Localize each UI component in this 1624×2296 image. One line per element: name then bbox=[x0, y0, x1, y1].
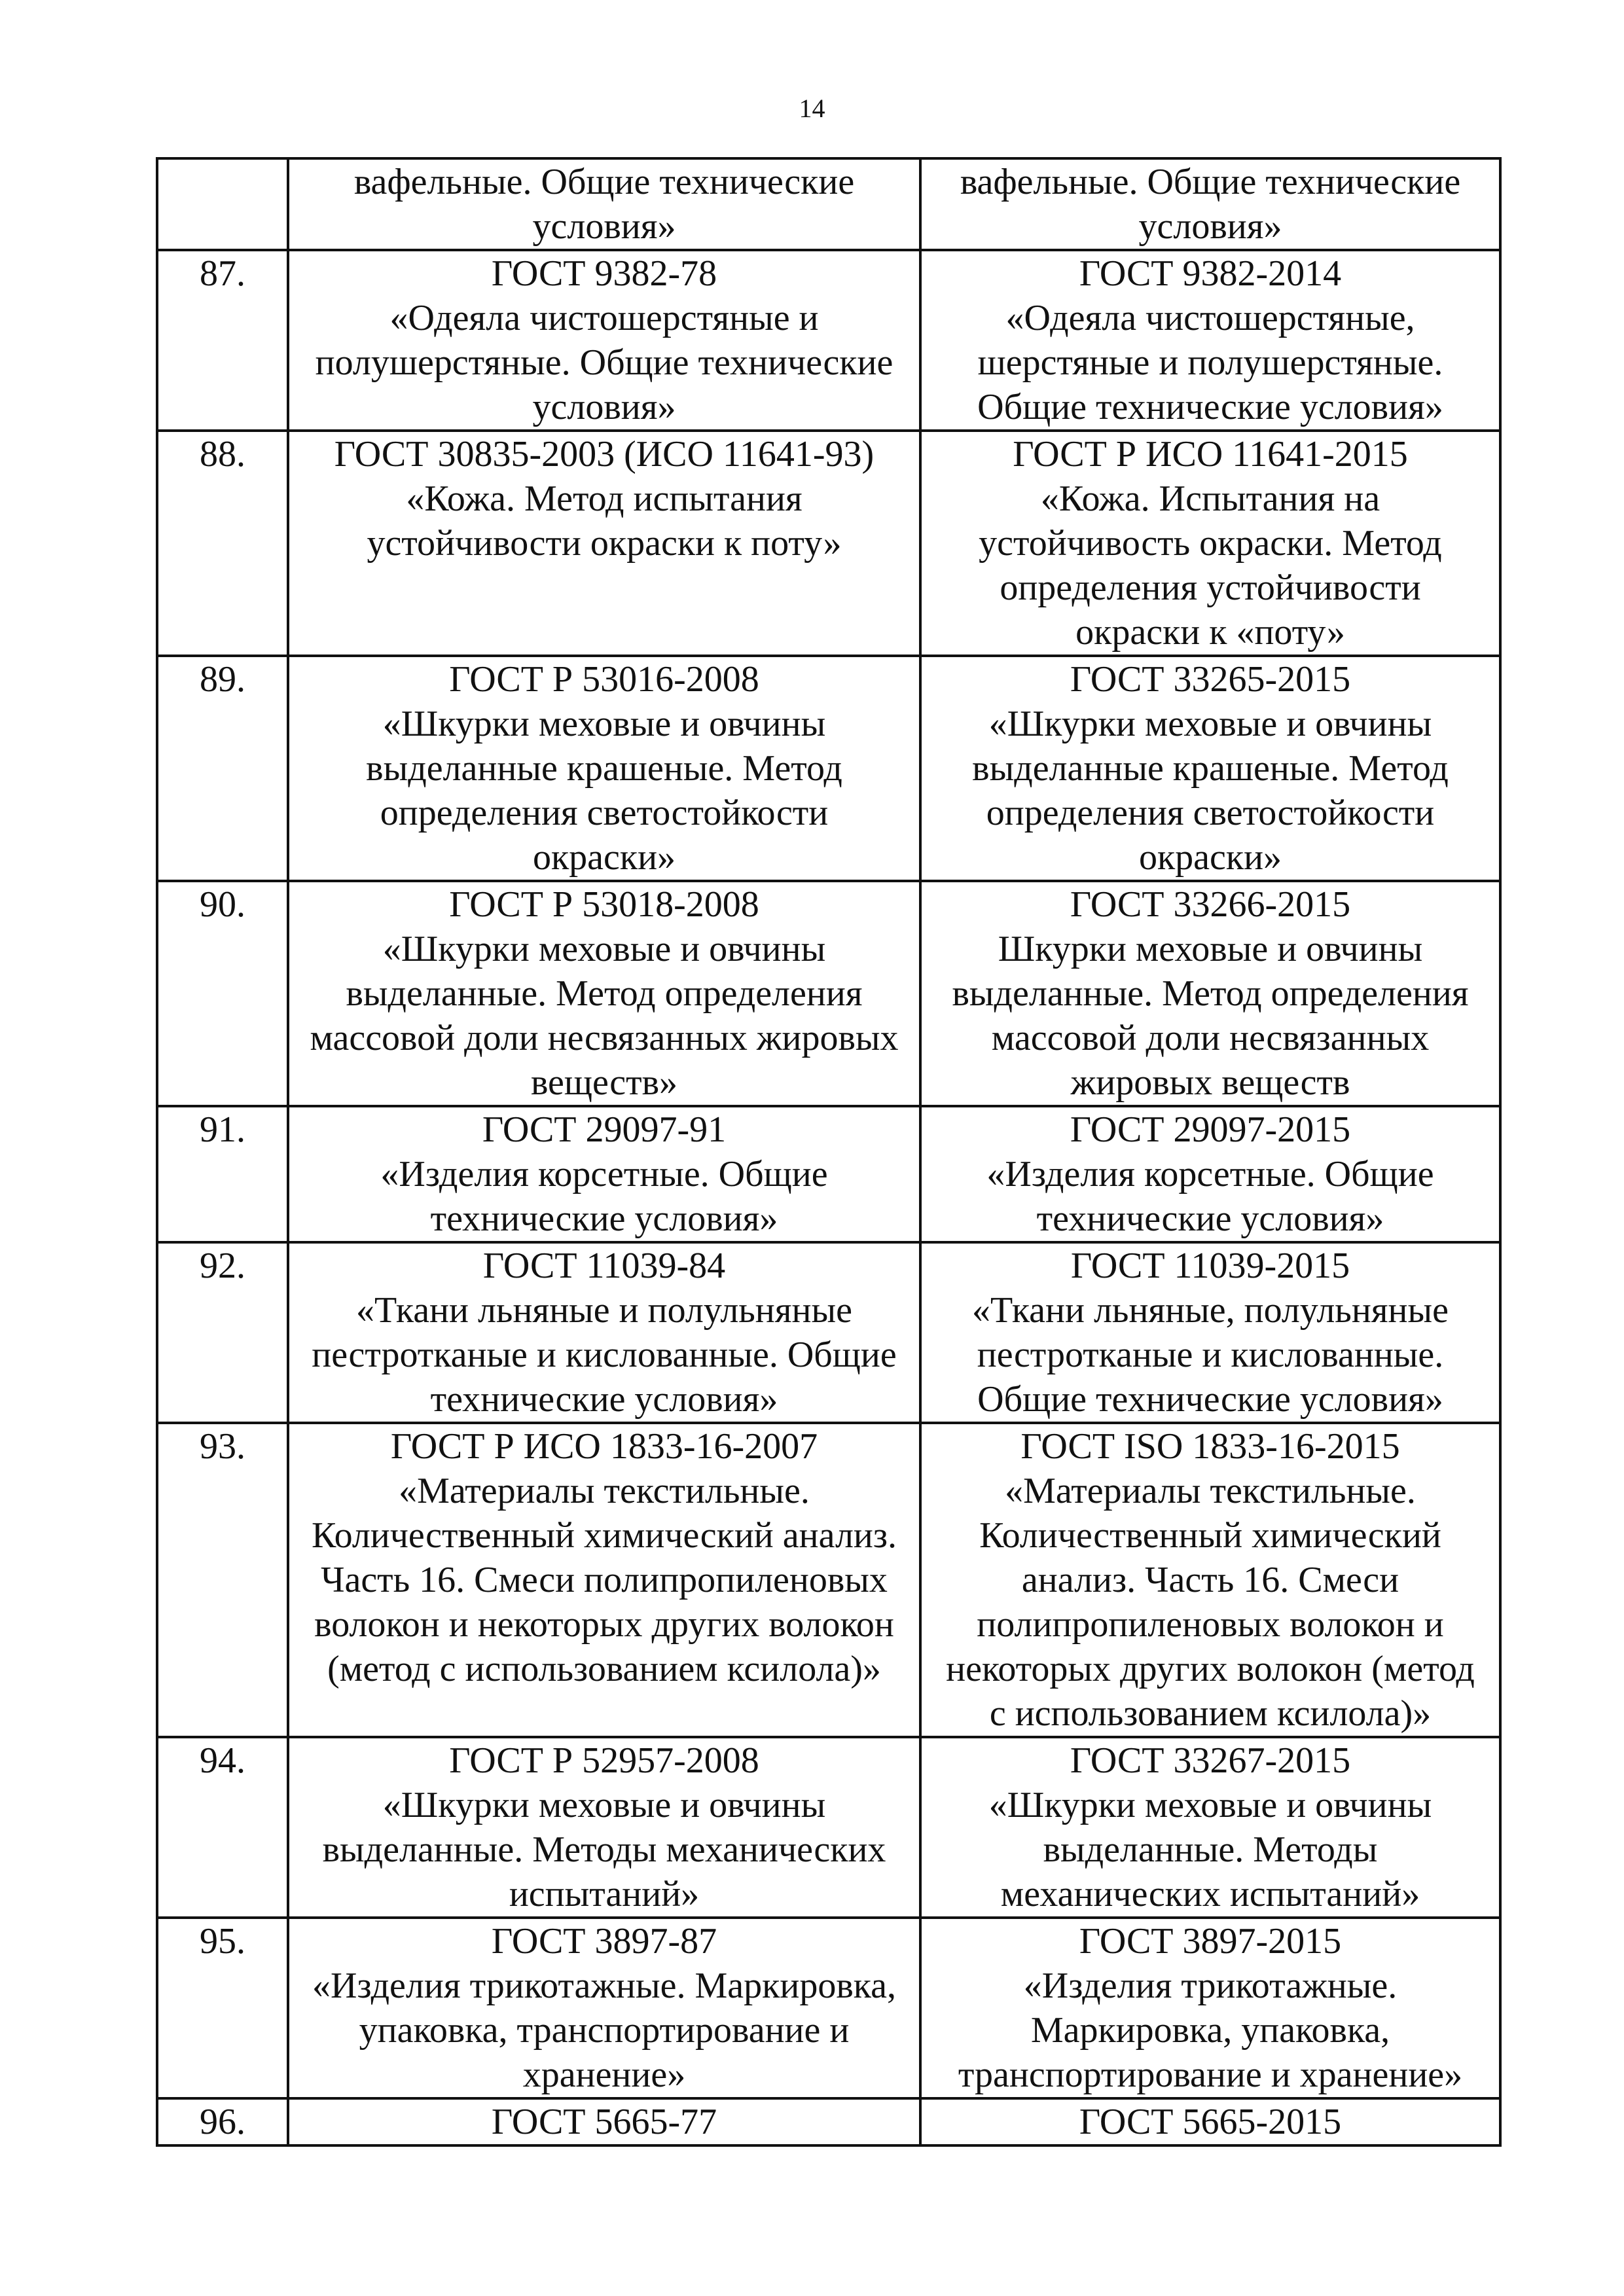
row-number: 93. bbox=[157, 1423, 288, 1737]
table-row bbox=[157, 158, 1500, 250]
new-standard-line: «Шкурки меховые и овчины bbox=[988, 1785, 1432, 1825]
row-number: 90. bbox=[157, 881, 288, 1106]
new-standard-line: выделанные. Метод определения bbox=[952, 973, 1469, 1014]
new-standard-cell bbox=[920, 250, 1500, 431]
new-standard-cell bbox=[920, 1918, 1500, 2098]
row-number: 91. bbox=[157, 1106, 288, 1242]
old-standard-line: «Шкурки меховые и овчины bbox=[382, 929, 826, 969]
old-standard-line: ГОСТ Р 53016-2008 bbox=[449, 659, 759, 700]
old-standard-line: Количественный химический анализ. bbox=[312, 1515, 897, 1556]
old-standard-line: «Ткани льняные и полульняные bbox=[356, 1290, 852, 1331]
new-standard-line: технические условия» bbox=[1036, 1198, 1384, 1239]
table-row bbox=[157, 2098, 1500, 2145]
old-standard-line: выделанные. Метод определения bbox=[346, 973, 863, 1014]
new-standard-line: «Материалы текстильные. bbox=[1005, 1471, 1416, 1511]
row-number: 89. bbox=[157, 656, 288, 881]
old-standard-cell bbox=[288, 1918, 920, 2098]
old-standard-line: волокон и некоторых других волокон bbox=[314, 1604, 894, 1645]
new-standard-line: ГОСТ 33266-2015 bbox=[1070, 884, 1351, 925]
new-standard-line: ГОСТ 3897-2015 bbox=[1079, 1921, 1342, 1962]
new-standard-line: «Шкурки меховые и овчины bbox=[988, 704, 1432, 744]
old-standard-line: ГОСТ Р ИСО 1833-16-2007 bbox=[390, 1426, 818, 1467]
new-standard-line: Общие технические условия» bbox=[977, 387, 1443, 427]
table-row bbox=[157, 1242, 1500, 1423]
new-standard-line: определения устойчивости bbox=[1000, 567, 1421, 608]
new-standard-line: транспортирование и хранение» bbox=[958, 2054, 1463, 2095]
old-standard-line: ГОСТ 11039-84 bbox=[482, 1246, 726, 1286]
new-standard-line: условия» bbox=[1138, 206, 1282, 247]
new-standard-cell bbox=[920, 1423, 1500, 1737]
old-standard-line: «Одеяла чистошерстяные и bbox=[389, 298, 819, 338]
new-standard-line: некоторых других волокон (метод bbox=[946, 1649, 1475, 1689]
old-standard-line: (метод с использованием ксилола)» bbox=[327, 1649, 881, 1689]
old-standard-line: «Кожа. Метод испытания bbox=[406, 478, 803, 519]
new-standard-line: механических испытаний» bbox=[1000, 1874, 1420, 1914]
new-standard-line: Количественный химический bbox=[979, 1515, 1441, 1556]
table-row bbox=[157, 656, 1500, 881]
table-row bbox=[157, 1106, 1500, 1242]
new-standard-cell bbox=[920, 431, 1500, 656]
page-number: 14 bbox=[799, 94, 825, 123]
old-standard-line: ГОСТ 29097-91 bbox=[482, 1109, 727, 1150]
row-number: 88. bbox=[157, 431, 288, 656]
old-standard-line: массовой доли несвязанных жировых bbox=[310, 1018, 899, 1058]
old-standard-line: пестротканые и кислованные. Общие bbox=[312, 1335, 897, 1375]
old-standard-line: полушерстяные. Общие технические bbox=[315, 342, 893, 383]
new-standard-line: окраски к «поту» bbox=[1075, 612, 1345, 653]
new-standard-cell bbox=[920, 1242, 1500, 1423]
old-standard-cell bbox=[288, 1242, 920, 1423]
new-standard-line: «Изделия корсетные. Общие bbox=[986, 1154, 1434, 1194]
new-standard-line: Шкурки меховые и овчины bbox=[998, 929, 1423, 969]
old-standard-line: определения светостойкости bbox=[380, 793, 829, 833]
row-number: 87. bbox=[157, 250, 288, 431]
old-standard-line: хранение» bbox=[522, 2054, 686, 2095]
new-standard-line: ГОСТ 33267-2015 bbox=[1070, 1740, 1351, 1781]
new-standard-line: ГОСТ Р ИСО 11641-2015 bbox=[1013, 434, 1408, 475]
old-standard-line: окраски» bbox=[532, 837, 676, 878]
old-standard-line: «Шкурки меховые и овчины bbox=[382, 1785, 826, 1825]
old-standard-line: технические условия» bbox=[430, 1379, 778, 1420]
new-standard-line: выделанные. Методы bbox=[1043, 1829, 1378, 1870]
old-standard-cell bbox=[288, 250, 920, 431]
standards-table bbox=[156, 157, 1502, 2147]
new-standard-line: ГОСТ 11039-2015 bbox=[1070, 1246, 1350, 1286]
table-row bbox=[157, 431, 1500, 656]
new-standard-cell bbox=[920, 656, 1500, 881]
row-number bbox=[157, 158, 288, 250]
old-standard-line: «Изделия трикотажные. Маркировка, bbox=[312, 1965, 896, 2006]
table-row bbox=[157, 881, 1500, 1106]
old-standard-cell bbox=[288, 656, 920, 881]
new-standard-cell bbox=[920, 158, 1500, 250]
old-standard-cell bbox=[288, 1737, 920, 1918]
old-standard-line: ГОСТ 9382-78 bbox=[491, 253, 717, 294]
new-standard-cell bbox=[920, 1106, 1500, 1242]
old-standard-line: Часть 16. Смеси полипропиленовых bbox=[321, 1560, 888, 1600]
old-standard-line: ГОСТ Р 52957-2008 bbox=[449, 1740, 759, 1781]
old-standard-line: технические условия» bbox=[430, 1198, 778, 1239]
new-standard-line: «Одеяла чистошерстяные, bbox=[1005, 298, 1415, 338]
new-standard-line: массовой доли несвязанных bbox=[991, 1018, 1430, 1058]
old-standard-cell bbox=[288, 1423, 920, 1737]
old-standard-cell bbox=[288, 1106, 920, 1242]
new-standard-line: «Изделия трикотажные. bbox=[1023, 1965, 1398, 2006]
new-standard-cell bbox=[920, 2098, 1500, 2145]
row-number: 94. bbox=[157, 1737, 288, 1918]
old-standard-line: условия» bbox=[532, 206, 676, 247]
row-number: 95. bbox=[157, 1918, 288, 2098]
new-standard-cell bbox=[920, 881, 1500, 1106]
new-standard-line: вафельные. Общие технические bbox=[960, 162, 1461, 202]
new-standard-line: жировых веществ bbox=[1070, 1062, 1350, 1103]
new-standard-line: Общие технические условия» bbox=[977, 1379, 1443, 1420]
old-standard-line: устойчивости окраски к поту» bbox=[367, 523, 842, 564]
new-standard-line: с использованием ксилола)» bbox=[989, 1693, 1432, 1734]
new-standard-line: шерстяные и полушерстяные. bbox=[977, 342, 1443, 383]
new-standard-line: ГОСТ 29097-2015 bbox=[1070, 1109, 1351, 1150]
new-standard-line: выделанные крашеные. Метод bbox=[972, 748, 1449, 789]
old-standard-cell bbox=[288, 881, 920, 1106]
old-standard-line: «Изделия корсетные. Общие bbox=[380, 1154, 828, 1194]
old-standard-line: выделанные крашеные. Метод bbox=[366, 748, 842, 789]
old-standard-line: ГОСТ 30835-2003 (ИСО 11641-93) bbox=[334, 434, 875, 475]
old-standard-line: веществ» bbox=[530, 1062, 678, 1103]
old-standard-line: «Материалы текстильные. bbox=[399, 1471, 810, 1511]
old-standard-cell bbox=[288, 158, 920, 250]
new-standard-line: «Кожа. Испытания на bbox=[1040, 478, 1380, 519]
new-standard-line: «Ткани льняные, полульняные bbox=[972, 1290, 1449, 1331]
old-standard-line: «Шкурки меховые и овчины bbox=[382, 704, 826, 744]
old-standard-line: условия» bbox=[532, 387, 676, 427]
new-standard-line: полипропиленовых волокон и bbox=[977, 1604, 1444, 1645]
old-standard-cell bbox=[288, 2098, 920, 2145]
old-standard-line: выделанные. Методы механических bbox=[322, 1829, 886, 1870]
table-row bbox=[157, 1737, 1500, 1918]
row-number: 92. bbox=[157, 1242, 288, 1423]
table-row bbox=[157, 1423, 1500, 1737]
new-standard-line: анализ. Часть 16. Смеси bbox=[1021, 1560, 1399, 1600]
new-standard-line: окраски» bbox=[1138, 837, 1282, 878]
new-standard-line: определения светостойкости bbox=[986, 793, 1435, 833]
table-row bbox=[157, 250, 1500, 431]
new-standard-line: пестротканые и кислованные. bbox=[977, 1335, 1444, 1375]
old-standard-line: ГОСТ Р 53018-2008 bbox=[449, 884, 759, 925]
old-standard-cell bbox=[288, 431, 920, 656]
old-standard-line: ГОСТ 5665-77 bbox=[491, 2102, 717, 2142]
new-standard-line: ГОСТ 9382-2014 bbox=[1079, 253, 1342, 294]
new-standard-line: устойчивость окраски. Метод bbox=[979, 523, 1442, 564]
old-standard-line: ГОСТ 3897-87 bbox=[491, 1921, 717, 1962]
table-row bbox=[157, 1918, 1500, 2098]
new-standard-line: ГОСТ 5665-2015 bbox=[1079, 2102, 1342, 2142]
new-standard-line: ГОСТ 33265-2015 bbox=[1070, 659, 1351, 700]
old-standard-line: испытаний» bbox=[509, 1874, 700, 1914]
new-standard-line: ГОСТ ISO 1833-16-2015 bbox=[1020, 1426, 1400, 1467]
old-standard-line: вафельные. Общие технические bbox=[353, 162, 855, 202]
row-number: 96. bbox=[157, 2098, 288, 2145]
new-standard-line: Маркировка, упаковка, bbox=[1030, 2010, 1390, 2051]
new-standard-cell bbox=[920, 1737, 1500, 1918]
old-standard-line: упаковка, транспортирование и bbox=[359, 2010, 850, 2051]
